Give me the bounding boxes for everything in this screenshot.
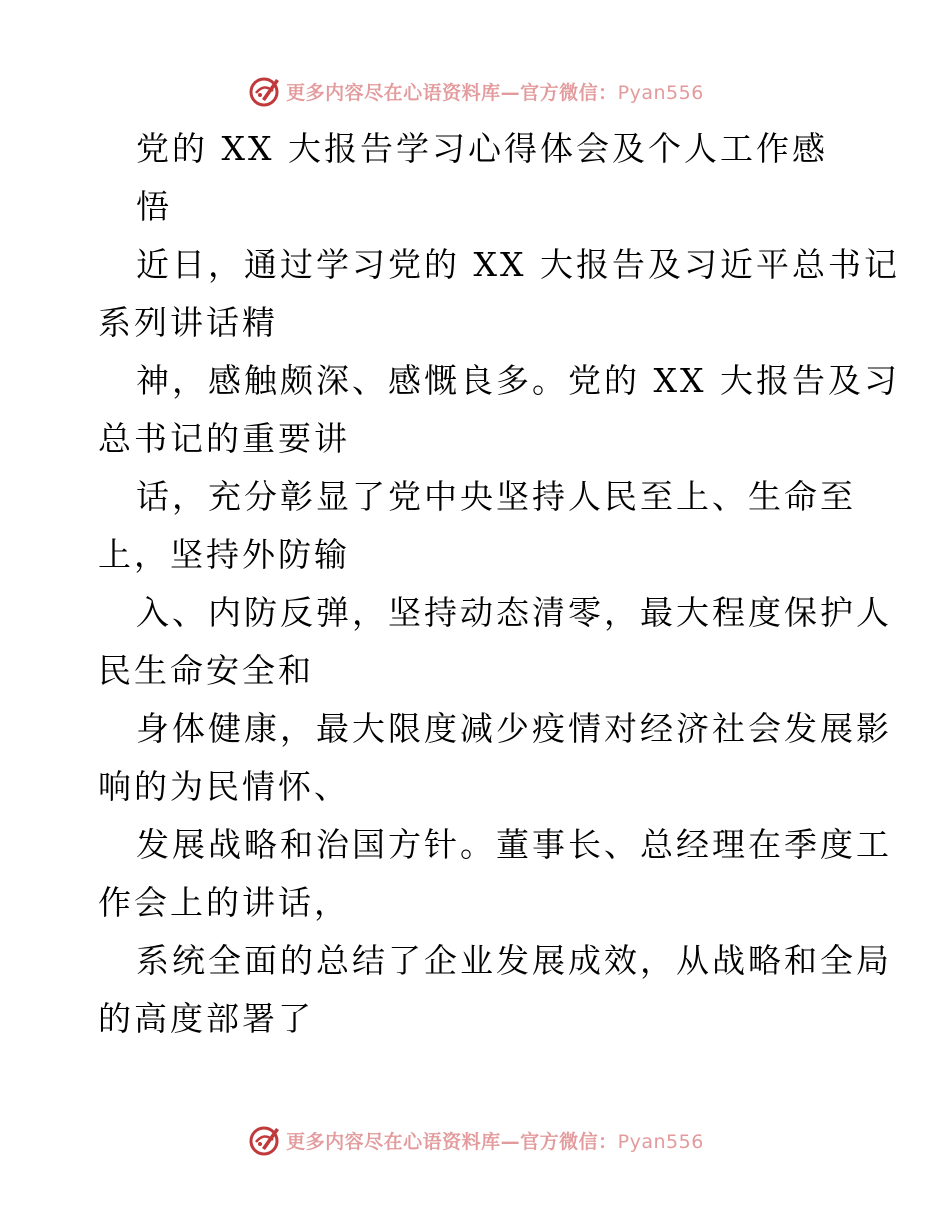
header-banner[interactable] [0, 71, 950, 111]
paragraph-line: 发展战略和治国方针。董事长、总经理在季度工 [136, 825, 892, 864]
title-line-2: 悟 [136, 187, 172, 226]
footer-wechat-id: Pyan556 [617, 1130, 704, 1153]
footer-banner-text: 更多内容尽在心语资料库—官方微信：Pyan556 [286, 1130, 704, 1153]
header-banner-text: 更多内容尽在心语资料库—官方微信：Pyan556 [286, 81, 704, 104]
document-body [98, 120, 900, 1048]
paragraph-line: 神，感触颇深、感慨良多。党的 XX 大报告及习 [136, 361, 900, 400]
header-wechat-id: Pyan556 [617, 81, 704, 104]
paragraph-line: 话，充分彰显了党中央坚持人民至上、生命至 [136, 477, 856, 516]
paragraph-line: 响的为民情怀、 [98, 767, 350, 806]
paragraph-line: 系统全面的总结了企业发展成效，从战略和全局 [136, 941, 892, 980]
paragraph-line: 入、内防反弹，坚持动态清零，最大程度保护人 [136, 593, 892, 632]
red-seal-pen-icon [246, 1122, 282, 1158]
paragraph-line: 近日，通过学习党的 XX 大报告及习近平总书记 [136, 245, 900, 284]
paragraph-line: 系列讲话精 [98, 303, 278, 342]
paragraph-line: 的高度部署了 [98, 999, 314, 1038]
paragraph-line: 上，坚持外防输 [98, 535, 350, 574]
paragraph-line: 身体健康，最大限度减少疫情对经济社会发展影 [136, 709, 892, 748]
red-seal-pen-icon [246, 73, 282, 109]
footer-banner[interactable] [0, 1120, 950, 1160]
title-line-1: 党的 XX 大报告学习心得体会及个人工作感 [136, 129, 828, 168]
paragraph-line: 民生命安全和 [98, 651, 314, 690]
paragraph-line: 总书记的重要讲 [98, 419, 350, 458]
paragraph-line: 作会上的讲话， [98, 883, 350, 922]
